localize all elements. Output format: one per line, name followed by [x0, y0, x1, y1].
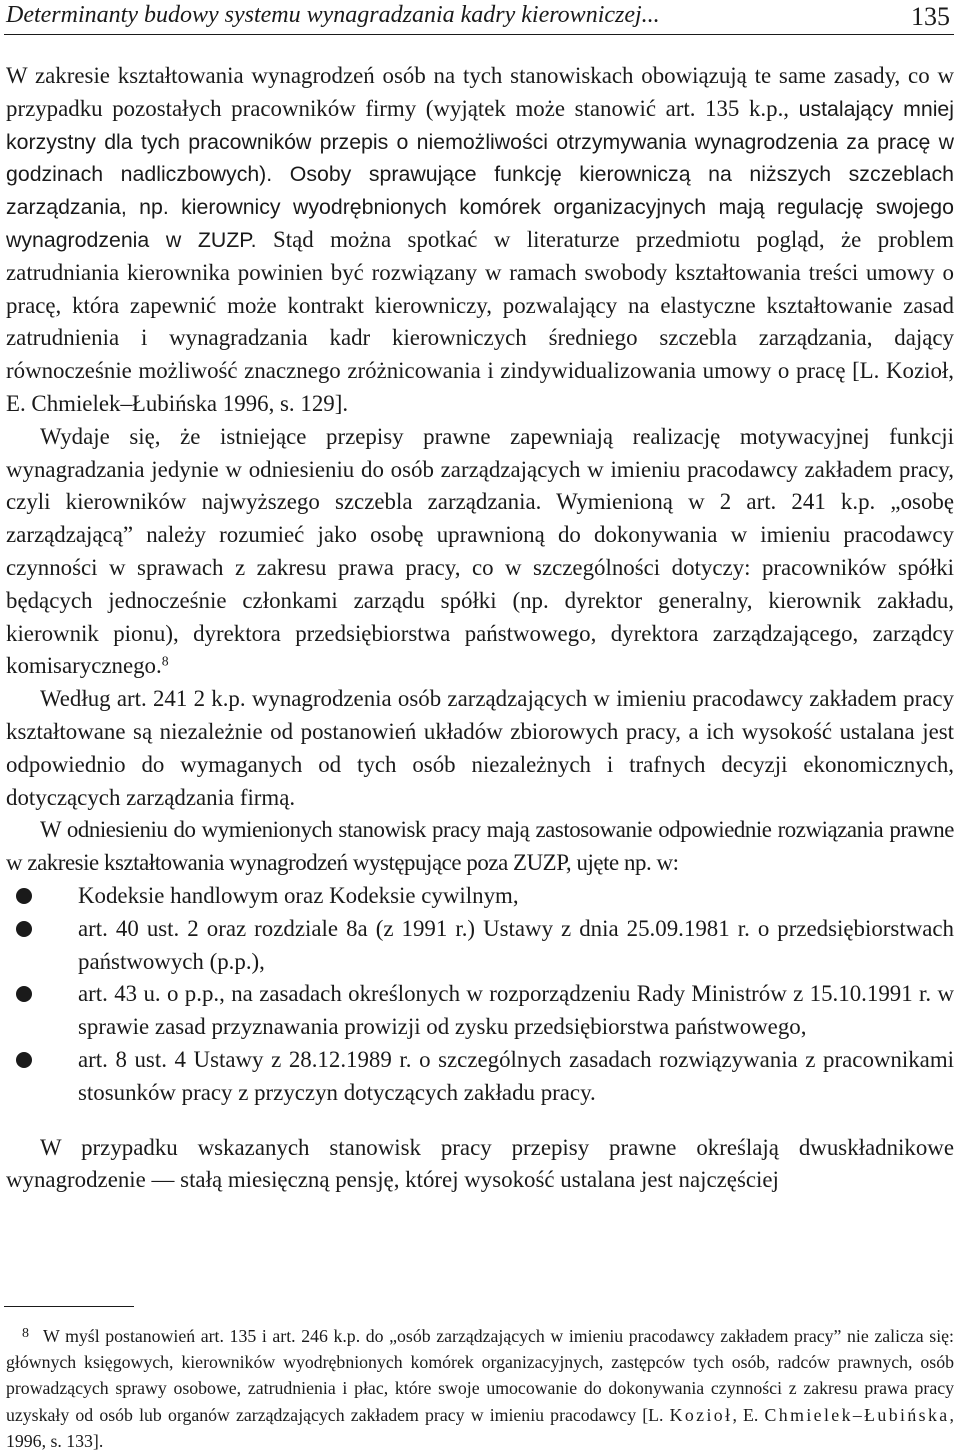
paragraph-5: W przypadku wskazanych stanowisk pracy przepisy prawne określają dwuskładnikowe wynagrodzenie — stałą miesięczną pensję, której wysokość ustalana jest najczęściej [6, 1134, 954, 1193]
footnote-reference[interactable]: 8 [161, 653, 169, 669]
paragraph-1-sans-part: ustalający mniej korzystny dla tych pracowników przepis o niemożliwości otrzymywania wynagrodzenia za pracę w godzinach nadliczbowych). Osoby sprawujące funkcję kierowniczą na niższych szczeblach zarządzania, np. kierownicy wyodrębnionych komórek organizacyjnych mają regulację swojego wynagrodzenia w ZUZP. [6, 96, 955, 252]
bullet-icon [16, 888, 32, 904]
list-item-text: art. 8 ust. 4 Ustawy z 28.12.1989 r. o szczególnych zasadach rozwiązywania z pracownikami stosunków pracy z przyczyn dotyczących zakładu pracy. [78, 1046, 954, 1105]
footnote-separator: , E. [732, 1404, 765, 1425]
footnote-number: 8 [22, 1326, 29, 1341]
page-number: 135 [911, 2, 950, 31]
paragraph-1 [6, 60, 954, 421]
footnote-text: W myśl postanowień art. 135 i art. 246 k.p. do „osób zarządzających w imieniu pracodawcy zakładem pracy” nie zalicza się: głównych księgowych, kierowników wyodrębnionych komórek organizacyjnych, zastępców tych osób, radców prawnych, osób prowadzących sprawy osobowe, zatrudnienia i płac, które swoje umocowanie do dokonywania czynności z zakresu prawa pracy uzyskały od osób lub organów zarządzających zakładem pracy w imieniu pracodawcy [L. [6, 1325, 954, 1425]
list-item [6, 1044, 954, 1110]
body-text [6, 60, 954, 1197]
paragraph-2-text: Wydaje się, że istniejące przepisy prawne zapewniają realizację motywacyjnej funkcji wynagradzania jedynie w odniesieniu do osób zarządzających w imieniu pracodawcy zakładem pracy, czyli kierowników najwyższego szczebla zarządzania. Wymienioną w 2 art. 241 k.p. „osobę zarządzającą” należy rozumieć jako osobę uprawnioną do dokonywania w imieniu pracodawcy czynności w sprawach z zakresu prawa pracy, co w szczególności dotyczy: pracowników spółki będących jednocześnie członkami zarządu spółki (np. dyrektor generalny, kierownik zakładu, kierownik pionu), dyrektora przedsiębiorstwa państwowego, dyrektora zarządzającego, zarządcy komisarycznego. [6, 423, 954, 679]
bullet-icon [16, 921, 32, 937]
footnote-author-1: Kozioł [669, 1404, 733, 1425]
list-item-text: art. 40 ust. 2 oraz rozdziale 8a (z 1991 r.) Ustawy z dnia 25.09.1981 r. o przedsiębiorstwach państwowych (p.p.), [78, 915, 954, 974]
bullet-icon [16, 986, 32, 1002]
list-item-text: Kodeksie handlowym oraz Kodeksie cywilnym, [78, 882, 519, 908]
running-title: Determinanty budowy systemu wynagradzania kadry kierowniczej... [6, 2, 660, 28]
list-item [6, 913, 954, 979]
paragraph-1-part-c: Stąd można spotkać w literaturze przedmiotu pogląd, że problem zatrudniania kierownika powinien być rozwiązany w ramach swobody kształtowania treści umowy o pracę, która zapewnić może kontrakt kierowniczy, pozwalający na elastyczne kształtowanie zasad zatrudnienia i wynagradzania kadr kierowniczych średniego szczebla zarządzania, dający równocześnie możliwość znacznego zróżnicowania i zindywidualizowania umowy o pracę [L. Kozioł, E. Chmielek–Łubińska 1996, s. 129]. [6, 226, 954, 416]
list-item [6, 880, 954, 913]
paragraph-3: Według art. 241 2 k.p. wynagrodzenia osób zarządzających w imieniu pracodawcy zakładem pracy kształtowane są niezależnie od postanowień układów zbiorowych pracy, a ich wysokość ustalana jest odpowiednio do wymaganych od tych osób niezależnych i trafnych decyzji ekonomicznych, dotyczących zarządzania firmą. [6, 686, 954, 810]
paragraph-4: W odniesieniu do wymienionych stanowisk pracy mają zastosowanie odpowiednie rozwiązania prawne w zakresie kształtowania wynagrodzeń występujące poza ZUZP, ujęte np. w: [6, 817, 954, 876]
list-item-text: art. 43 u. o p.p., na zasadach określonych w rozporządzeniu Rady Ministrów z 15.10.1991 r. w sprawie zasad przyznawania prowizji od zysku przedsiębiorstwa państwowego, [78, 981, 954, 1040]
footnote-author-2: Chmielek–Łubińska [764, 1404, 950, 1425]
page-header [4, 0, 954, 35]
footnote-text-end: , 1996, s. 133]. [6, 1404, 954, 1451]
footnote [6, 1321, 954, 1454]
bullet-icon [16, 1052, 32, 1068]
paragraph-2 [6, 421, 954, 683]
bullet-list [6, 880, 954, 1110]
footnote-divider [4, 1306, 134, 1307]
list-item [6, 978, 954, 1044]
paragraph-1-part-a: W zakresie kształtowania wynagrodzeń osób na tych stanowiskach obowiązują te same zasady, co w przypadku pozostałych pracowników firmy (wyjątek może stanowić art. 135 k.p., [6, 63, 954, 121]
